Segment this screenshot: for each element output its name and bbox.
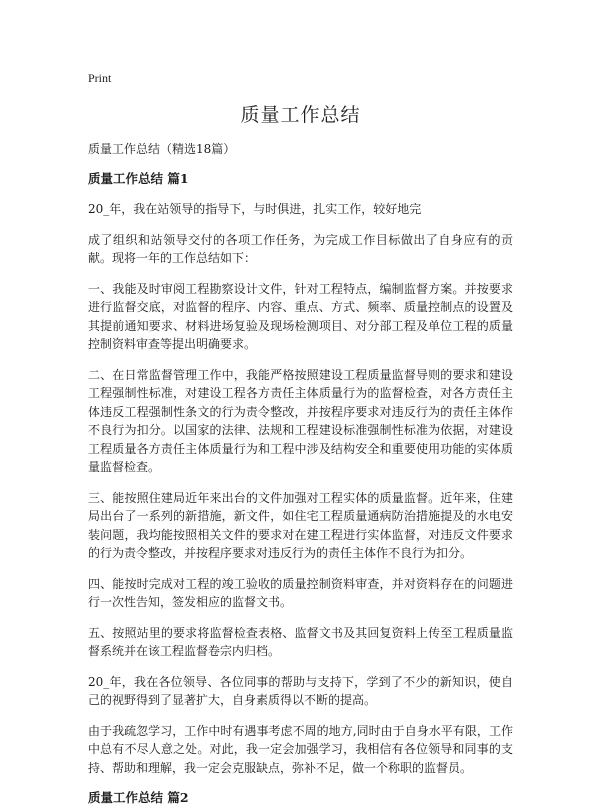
paragraph: 20_年，我在各位领导、各位同事的帮助与支持下，学到了不少的新知识，使自己的视野得到了显著扩大，自身素质得以不断的提高。: [88, 674, 513, 707]
paragraph: 一、我能及时审阅工程勘察设计文件，针对工程特点，编制监督方案。并按要求进行监督交底，对监督的程序、内容、重点、方式、频率、质量控制点的设置及其提前通知要求、材料进场复验及现场检测项目、对分部工程及单位工程的质量控制资料审查等提出明确要求。: [88, 281, 513, 351]
print-link[interactable]: Print: [88, 71, 112, 85]
document-title: 质量工作总结: [240, 104, 361, 126]
paragraph: 四、能按时完成对工程的竣工验收的质量控制资料审查，并对资料存在的问题进行一次性告知，签发相应的监督文书。: [88, 576, 513, 609]
document-subtitle: 质量工作总结（精选18篇）: [88, 142, 236, 156]
paragraph: 由于我疏忽学习，工作中时有遇事考虑不周的地方,同时由于自身水平有限，工作中总有不尽人意之处。对此，我一定会加强学习，我相信有各位领导和同事的支持、帮助和理解，我一定会克服缺点，弥补不足，做一个称职的监督员。: [88, 723, 513, 775]
paragraph: 二、在日常监督管理工作中，我能严格按照建设工程质量监督导则的要求和建设工程强制性标准，对建设工程各方责任主体质量行为的监督检查，对各方责任主体违反工程强制性条文的行为责令整改，并按程序要求对违反行为的责任主体作不良行为扣分。以国家的法律、法规和工程建设标准强制性标准为依据，对建设工程质量各方责任主体质量行为和工程中涉及结构安全和重要使用功能的实体质量监督检查。: [88, 367, 513, 474]
section-heading-1: 质量工作总结 篇1: [88, 171, 189, 186]
paragraph: 五、按照站里的要求将监督检查表格、监督文书及其回复资料上传至工程质量监督系统并在该工程监督卷宗内归档。: [88, 625, 513, 658]
section-heading-2: 质量工作总结 篇2: [88, 790, 189, 805]
paragraph: 成了组织和站领导交付的各项工作任务，为完成工作目标做出了自身应有的贡献。现将一年的工作总结如下：: [88, 232, 513, 265]
paragraph: 三、能按照住建局近年来出台的文件加强对工程实体的质量监督。近年来，住建局出台了一系列的新措施，新文件，如住宅工程质量通病防治措施提及的水电安装问题，我均能按照相关文件的要求对在建工程进行实体监督，对违反文件要求的行为责令整改，并按程序要求对违反行为的责任主体作不良行为扣分。: [88, 490, 513, 560]
paragraph: 20_年，我在站领导的指导下，与时俱进，扎实工作，较好地完: [88, 202, 422, 216]
